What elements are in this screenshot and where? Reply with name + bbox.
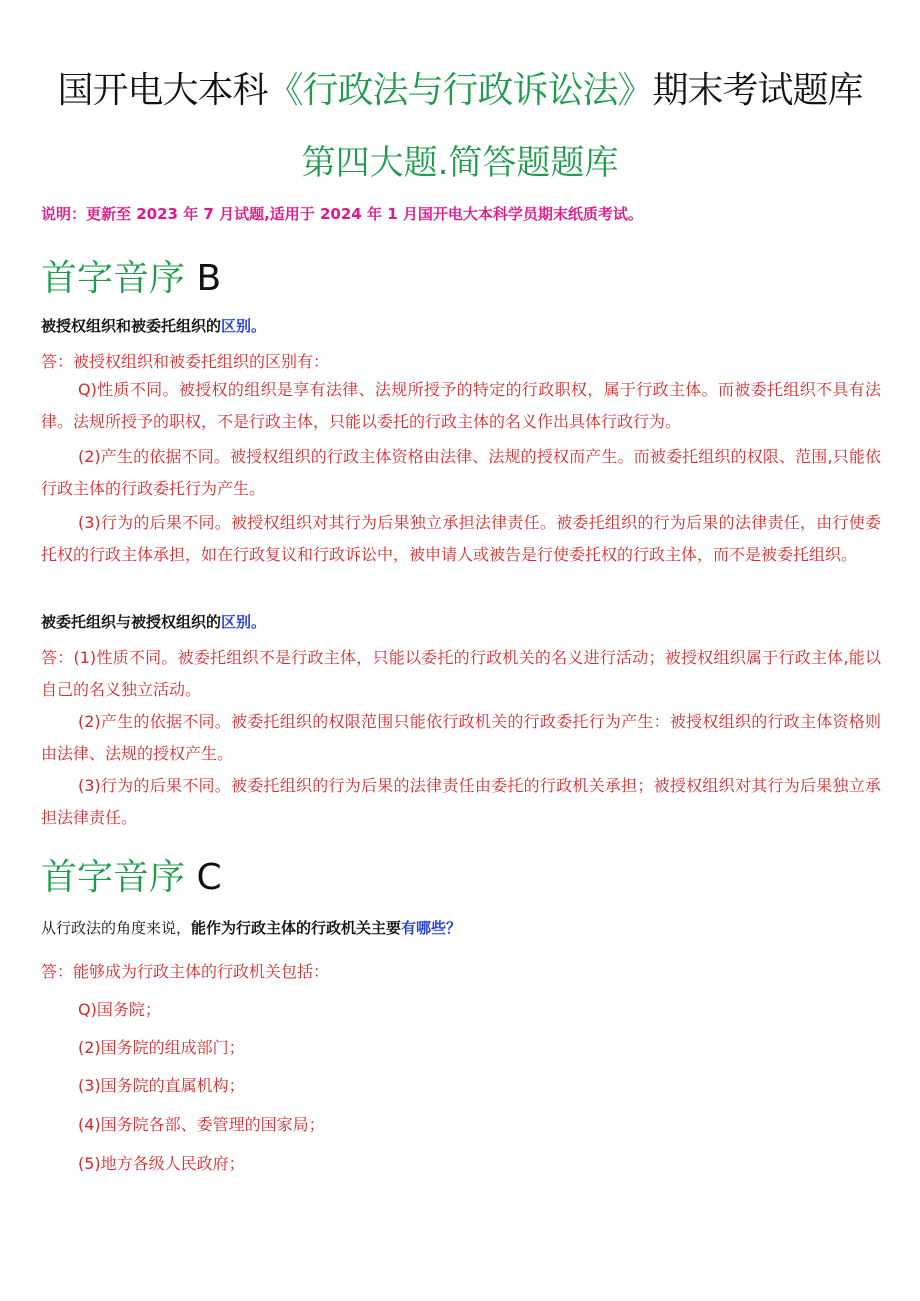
- section-heading-b: [41, 250, 221, 301]
- question-prefix: 从行政法的角度来说，: [41, 919, 192, 937]
- question-3: [41, 917, 461, 938]
- section-letter: C: [196, 857, 222, 898]
- update-note: 说明：更新至 2023 年 7 月试题,适用于 2024 年 1 月国开电大本科学员期末纸质考试。: [41, 205, 643, 223]
- answer-2-item-2: (2)产生的依据不同。被委托组织的权限范围只能依行政机关的行政委托行为产生：被授权组织的行政主体资格则由法律、法规的授权产生。: [41, 712, 881, 763]
- title-prefix: 国开电大本科: [57, 70, 268, 111]
- answer-3-item-5: (5)地方各级人民政府；: [78, 1154, 245, 1173]
- title-suffix: 期末考试题库: [652, 70, 863, 111]
- answer-3-item-4: (4)国务院各部、委管理的国家局；: [78, 1115, 325, 1134]
- answer-3-item-3: (3)国务院的直属机构；: [78, 1076, 245, 1095]
- question-text: 被委托组织与被授权组织的: [41, 613, 222, 631]
- answer-3-intro: 答：能够成为行政主体的行政机关包括：: [41, 962, 330, 981]
- question-highlight: 区别。: [221, 613, 267, 631]
- answer-2-item-1: 答：(1)性质不同。被委托组织不是行政主体，只能以委托的行政机关的名义进行活动；被授权组织属于行政主体,能以自己的名义独立活动。: [41, 648, 881, 699]
- section-label: 首字音序: [41, 258, 186, 299]
- section-heading-c: [41, 849, 222, 900]
- question-highlight: 区别。: [221, 317, 267, 335]
- question-highlight: 有哪些？: [401, 919, 462, 937]
- question-2: [41, 611, 266, 632]
- answer-1-item-1: Q)性质不同。被授权的组织是享有法律、法规所授予的特定的行政职权，属于行政主体。而被委托组织不具有法律。法规所授予的职权，不是行政主体，只能以委托的行政主体的名义作出具体行政行为。: [41, 380, 881, 431]
- answer-1-item-2: (2)产生的依据不同。被授权组织的行政主体资格由法律、法规的授权而产生。而被委托组织的权限、范围,只能依行政主体的行政委托行为产生。: [41, 447, 881, 498]
- title-course-name: 《行政法与行政诉讼法》: [267, 70, 653, 111]
- section-label: 首字音序: [41, 857, 186, 898]
- answer-3-item-1: Q)国务院；: [78, 1000, 161, 1019]
- section-letter: B: [196, 258, 222, 299]
- question-text: 能作为行政主体的行政机关主要: [191, 919, 402, 937]
- question-1: [41, 315, 266, 336]
- answer-3-item-2: (2)国务院的组成部门；: [78, 1038, 245, 1057]
- document-title: [0, 62, 920, 113]
- answer-2-item-3: (3)行为的后果不同。被委托组织的行为后果的法律责任由委托的行政机关承担；被授权组织对其行为后果独立承担法律责任。: [41, 776, 881, 827]
- answer-1-item-3: (3)行为的后果不同。被授权组织对其行为后果独立承担法律责任。被委托组织的行为后果的法律责任，由行使委托权的行政主体承担，如在行政复议和行政诉讼中，被申请人或被告是行使委托权的行政主体，而不是被委托组织。: [41, 513, 881, 564]
- answer-1-intro: 答：被授权组织和被委托组织的区别有：: [41, 352, 330, 371]
- document-subtitle: 第四大题.简答题题库: [301, 143, 619, 183]
- question-text: 被授权组织和被委托组织的: [41, 317, 222, 335]
